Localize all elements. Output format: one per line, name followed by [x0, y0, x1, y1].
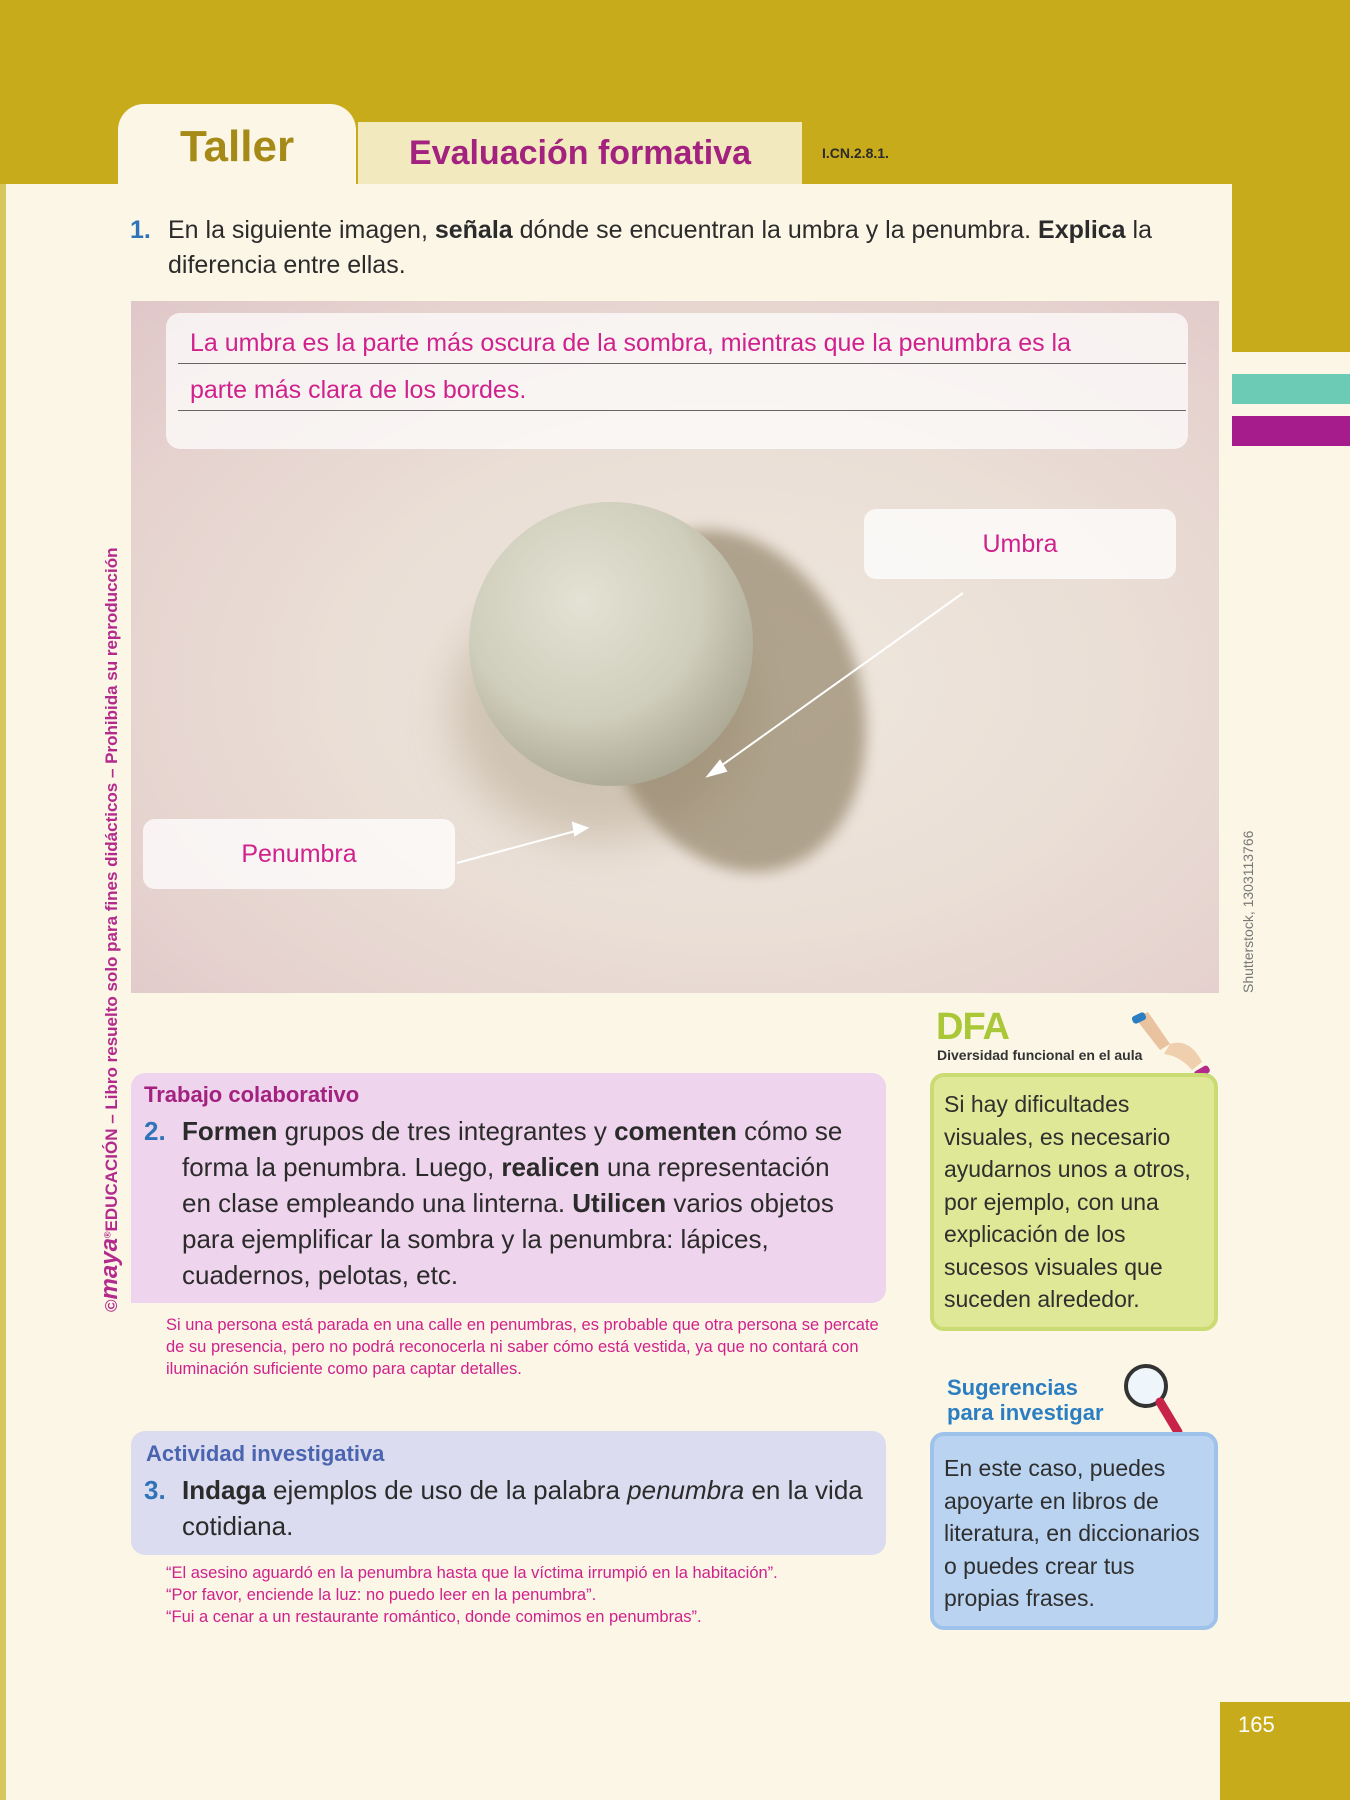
collab-answer-note: Si una persona está parada en una calle en penumbras, es probable que otra persona se percate de su presencia, pero no podrá reconocerla ni saber cómo está vestida, ya que no contará con iluminación suficiente como para captar detalles. [166, 1316, 879, 1378]
copyright-symbol: © [102, 1299, 121, 1312]
answer-line-1: La umbra es la parte más oscura de la sombra, mientras que la penumbra es la [178, 323, 1186, 364]
q1-part2: dónde se encuentran la umbra y la penumbra. [512, 216, 1039, 244]
q1-bold-senala: señala [434, 216, 513, 244]
registered-mark: ® [102, 1231, 113, 1239]
page-number: 165 [1238, 1712, 1275, 1737]
invest-note-line-2: “Por favor, enciende la luz: no puedo leer en la penumbra”. [166, 1586, 597, 1604]
teal-color-tab [1232, 374, 1350, 404]
magnifying-glass-icon [1120, 1360, 1190, 1440]
q2-bold-realicen: realicen [501, 1152, 600, 1182]
q2-t4: varios objetos para ejemplificar la sombra y la penumbra: lápices, cuadernos, pelotas, etc. [182, 1188, 834, 1290]
q3-bold-indaga: Indaga [182, 1475, 266, 1505]
sugerencias-title-line-1: Sugerencias [947, 1375, 1078, 1400]
label-penumbra: Penumbra [143, 819, 455, 889]
label-umbra: Umbra [864, 509, 1176, 579]
answer-line-2: parte más clara de los bordes. [178, 370, 1186, 411]
sugerencias-title [947, 1375, 1104, 1425]
q1-bold-explica: Explica [1038, 216, 1126, 244]
question-2-text [182, 1113, 864, 1293]
ball-shadow-photo [131, 301, 1219, 993]
q3-italic-penumbra: penumbra [627, 1475, 745, 1505]
tab-evaluacion-formativa: Evaluación formativa [358, 122, 802, 184]
question-1-number: 1. [130, 216, 151, 244]
invest-note-line-1: “El asesino aguardó en la penumbra hasta que la víctima irrumpió en la habitación”. [166, 1564, 778, 1582]
q1-part1: En la siguiente imagen, [168, 216, 435, 244]
q2-t3: una representación en clase empleando una linterna. [182, 1152, 830, 1218]
copyright-text: EDUCACIÓN – Libro resuelto solo para fines didácticos – Prohibida su reproducción [102, 547, 121, 1232]
invest-answer-note [166, 1562, 886, 1628]
page-edge-strip [0, 0, 6, 1800]
q1-part3: la diferencia entre ellas. [168, 216, 1152, 279]
q2-bold-comenten: comenten [614, 1116, 737, 1146]
question-3-text [182, 1472, 864, 1544]
side-copyright [96, 548, 124, 1312]
q3-t1: ejemplos de uso de la palabra [265, 1475, 628, 1505]
photo-credit: Shutterstock, 1303113766 [1240, 830, 1256, 993]
invest-title: Actividad investigativa [146, 1441, 385, 1466]
sugerencias-text: En este caso, puedes apoyarte en libros de literatura, en diccionarios o puedes crear tus propias frases. [944, 1455, 1200, 1611]
question-3-number: 3. [144, 1475, 166, 1505]
right-margin-band [1232, 184, 1350, 352]
question-1 [130, 213, 1210, 283]
tab-taller: Taller [118, 104, 356, 186]
sugerencias-title-line-2: para investigar [947, 1400, 1104, 1425]
collab-title: Trabajo colaborativo [144, 1082, 360, 1107]
q2-t2: cómo se forma la penumbra. Luego, [182, 1116, 843, 1182]
brand-name: maya [96, 1238, 123, 1300]
q3-t2: en la vida cotidiana. [182, 1475, 863, 1541]
question-2-number: 2. [144, 1116, 166, 1146]
invest-note-line-3: “Fui a cenar a un restaurante romántico, donde comimos en penumbras”. [166, 1608, 702, 1626]
q2-bold-formen: Formen [182, 1116, 278, 1146]
question-2 [144, 1113, 864, 1293]
answer-box [166, 313, 1188, 449]
ball [469, 502, 753, 786]
penumbra-arrow [457, 829, 583, 863]
indicator-code: I.CN.2.8.1. [822, 145, 889, 161]
question-3 [144, 1472, 864, 1544]
magenta-color-tab [1232, 416, 1350, 446]
dfa-subtitle: Diversidad funcional en el aula [937, 1047, 1143, 1063]
dfa-text: Si hay dificultades visuales, es necesario ayudarnos unos a otros, por ejemplo, con una explicación de los sucesos visuales que suceden alrededor. [944, 1091, 1191, 1312]
question-1-text [168, 213, 1210, 283]
q2-t1: grupos de tres integrantes y [277, 1116, 615, 1146]
dfa-title: DFA [936, 1006, 1009, 1048]
q2-bold-utilicen: Utilicen [572, 1188, 667, 1218]
